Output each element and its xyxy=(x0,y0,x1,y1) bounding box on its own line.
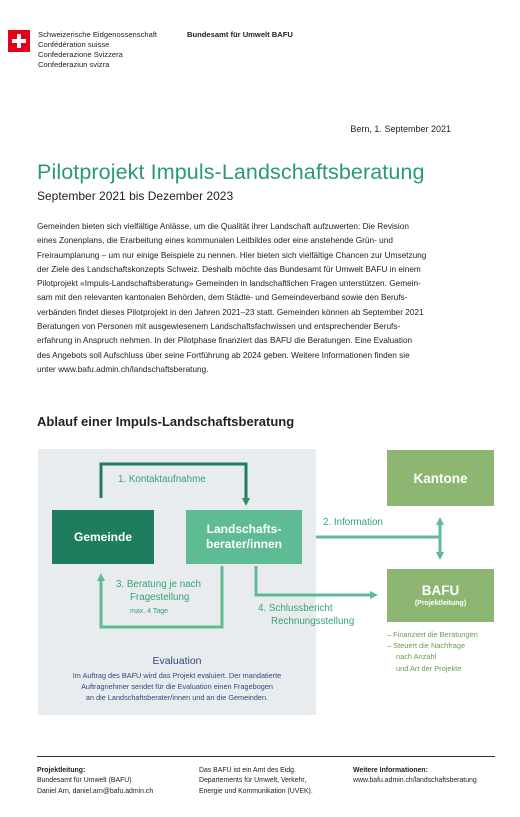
step4-line: Rechnungsstellung xyxy=(271,616,355,627)
evaluation-text xyxy=(38,670,316,703)
step3-line: Fragestellung xyxy=(130,592,190,603)
document-date: Bern, 1. September 2021 xyxy=(350,124,451,134)
paragraph-line: der Ziele des Landschaftskonzepts Schweiz. Deshalb möchte das Bundesamt für Umwelt BAFU in einem xyxy=(37,264,421,274)
footer-department xyxy=(199,766,313,797)
footer-line: Das BAFU ist ein Amt des Eidg. xyxy=(199,767,296,774)
paragraph-line: des Angebots soll Aufschluss über seine Fortführung ab 2024 geben. Weitere Informationen finden sie xyxy=(37,350,410,360)
gemeinde-box: Gemeinde xyxy=(52,510,154,564)
paragraph-line: Freiraumplanung – um nur einige Beispiele zu nennen. Hier bieten sich vielfältige Chancen zur Umsetzung xyxy=(37,250,427,260)
footer-link[interactable]: www.bafu.admin.ch/landschaftsberatung xyxy=(353,777,477,785)
footer-contact: Daniel Arn, daniel.arn@bafu.admin.ch xyxy=(37,787,154,795)
arrow-final-report xyxy=(256,566,374,595)
footer-line: Bundesamt für Umwelt (BAFU) xyxy=(37,777,132,785)
confederation-line: Confederazione Svizzera xyxy=(38,50,123,59)
paragraph-line: sam mit den relevanten kantonalen Behörden, dem Städte- und Gemeindeverband sowie den Berufs- xyxy=(37,293,408,303)
evaluation-line: Im Auftrag des BAFU wird das Projekt evaluiert. Der mandatierte xyxy=(72,671,282,680)
paragraph-line: verbänden findet dieses Pilotprojekt in den Jahren 2021–23 statt. Gemeinden können ab September 2021 xyxy=(37,307,424,317)
step3-note: max. 4 Tage xyxy=(130,608,169,615)
bafu-task: nach Anzahl xyxy=(396,652,437,662)
bafu-sublabel: (Projektleitung) xyxy=(414,599,467,607)
page-title: Pilotprojekt Impuls-Landschaftsberatung xyxy=(37,160,425,184)
confederation-line: Confederaziun svizra xyxy=(38,60,110,69)
section-title: Ablauf einer Impuls-Landschaftsberatung xyxy=(37,414,295,429)
confederation-line: Confédération suisse xyxy=(38,40,110,49)
bafu-box xyxy=(387,569,494,622)
evaluation-line: Auftragnehmer sendet für die Evaluation einen Fragebogen xyxy=(81,682,273,691)
step4-label xyxy=(258,602,354,628)
bafu-task: – Finanziert die Beratungen xyxy=(387,630,478,639)
office-name: Bundesamt für Umwelt BAFU xyxy=(187,30,293,39)
paragraph-line: Beratungen von Personen mit ausgewiesenem Landschaftsfachwissen und entsprechender Berufs- xyxy=(37,322,401,332)
paragraph-line: erfahrung in Anspruch nehmen. In der Pilotphase finanziert das BAFU die Beratungen. Eine Evaluation xyxy=(37,336,413,346)
footer-heading: Weitere Informationen: xyxy=(353,767,428,774)
evaluation-line: an die Landschaftsberater/innen und an die Gemeinden. xyxy=(85,693,269,702)
bafu-task: – Steuert die Nachfrage xyxy=(387,641,466,651)
berater-label-line: berater/innen xyxy=(205,537,283,551)
kantone-box: Kantone xyxy=(387,450,494,506)
bafu-label: BAFU xyxy=(421,582,460,598)
bafu-task: und Art der Projekte xyxy=(396,663,462,673)
paragraph-line: eines Zonenplans, die Erarbeitung eines kommunalen Leitbildes oder eine anstehende Grün- und xyxy=(37,236,393,246)
evaluation-title: Evaluation xyxy=(152,655,202,667)
paragraph-line: Gemeinden bieten sich vielfältige Anlässe, um die Qualität ihrer Landschaft aufzuwerten: Die Revision xyxy=(37,222,409,231)
confederation-line: Schweizerische Eidgenossenschaft xyxy=(38,30,158,39)
footer-heading: Projektleitung: xyxy=(37,767,86,774)
step1-label: 1. Kontaktaufnahme xyxy=(118,474,206,485)
footer-project-lead xyxy=(37,766,153,797)
page-subtitle: September 2021 bis Dezember 2023 xyxy=(37,189,234,203)
step4-line: 4. Schlussbericht xyxy=(258,603,333,614)
step2-label: 2. Information xyxy=(323,517,383,528)
bafu-tasks-list xyxy=(387,629,478,674)
step3-line: 3. Beratung je nach xyxy=(116,579,201,590)
paragraph-line: Pilotprojekt «Impuls-Landschaftsberatung» Gemeinden in landschaftlichen Fragen unterstützen. Gemein- xyxy=(37,279,421,289)
step3-label xyxy=(116,578,201,604)
berater-box xyxy=(186,510,302,564)
berater-label-line: Landschafts- xyxy=(206,522,282,536)
footer-divider xyxy=(37,756,495,757)
footer-more-info xyxy=(353,766,477,787)
footer-line: Energie und Kommunikation (UVEK). xyxy=(199,787,313,795)
paragraph-line: unter www.bafu.admin.ch/landschaftsberatung. xyxy=(37,364,209,374)
footer-line: Departements für Umwelt, Verkehr, xyxy=(199,777,307,785)
